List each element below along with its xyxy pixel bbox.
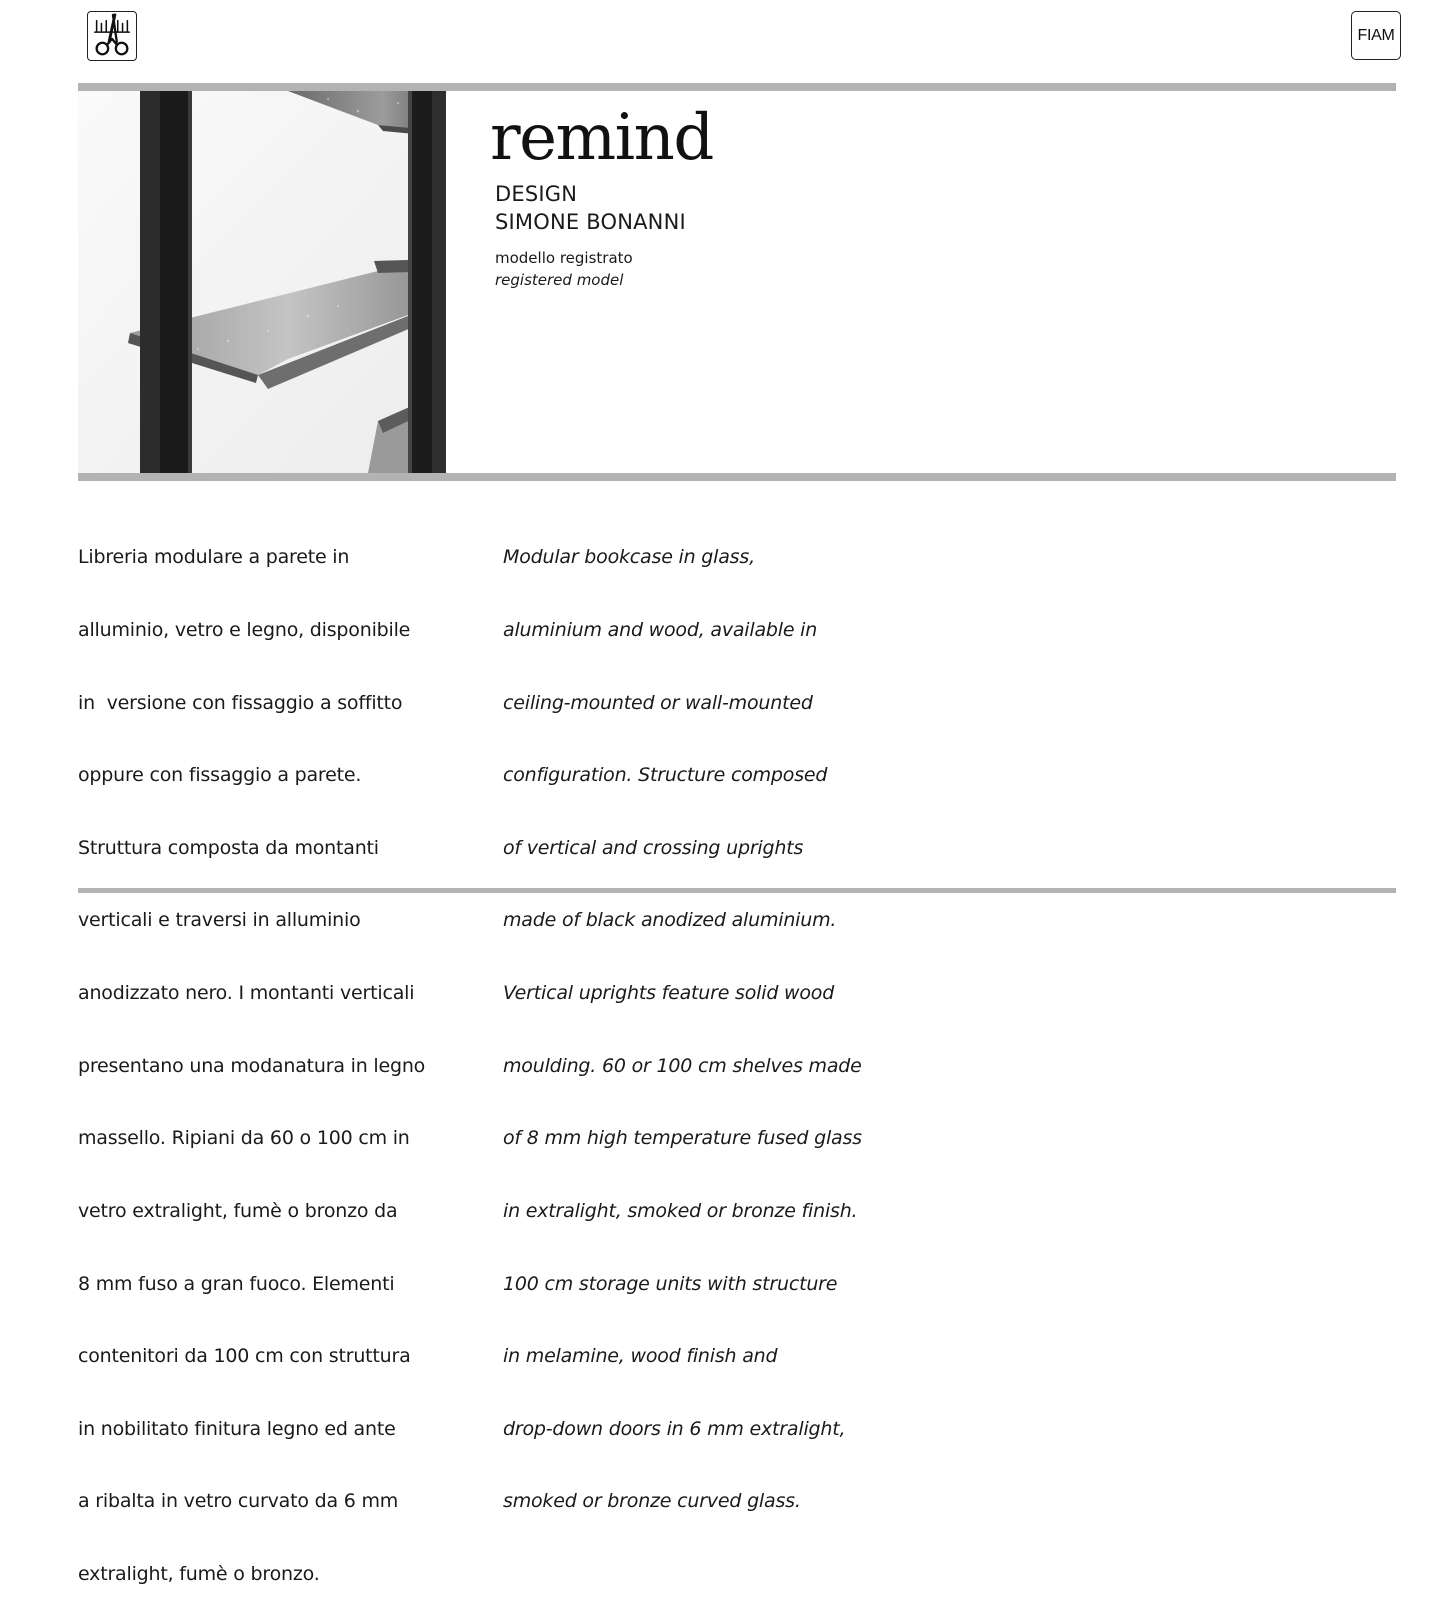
fiam-logo [1351, 11, 1401, 60]
description-line: contenitori da 100 cm con struttura [78, 1345, 411, 1368]
description-line: 100 cm storage units with structure [503, 1272, 838, 1295]
description-line: anodizzato nero. I montanti verticali [78, 982, 415, 1005]
description-line: alluminio, vetro e legno, disponibile [78, 619, 411, 642]
registered-model-it: modello registrato [495, 249, 633, 267]
registered-model-en: registered model [495, 271, 624, 289]
designer-name: SIMONE BONANNI [495, 210, 686, 234]
description-line: massello. Ripiani da 60 o 100 cm in [78, 1127, 410, 1150]
description-line: verticali e traversi in alluminio [78, 909, 361, 932]
description-line: presentano una modanatura in legno [78, 1054, 426, 1077]
registration-note [495, 247, 633, 291]
description-line: Struttura composta da montanti [78, 836, 379, 859]
description-italian [78, 497, 425, 1610]
design-label: DESIGN [495, 182, 578, 206]
scissors-ruler-icon [88, 12, 136, 60]
middle-divider [78, 473, 1396, 481]
description-line: configuration. Structure composed [503, 764, 828, 787]
description-line: a ribalta in vetro curvato da 6 mm [78, 1490, 399, 1513]
brand-logo [87, 11, 137, 61]
description-line: oppure con fissaggio a parete. [78, 764, 362, 787]
description-line: of vertical and crossing uprights [503, 836, 804, 859]
description-line: smoked or bronze curved glass. [503, 1490, 801, 1513]
description-line: Vertical uprights feature solid wood [503, 982, 835, 1005]
description-line: in melamine, wood finish and [503, 1345, 778, 1368]
description-line: in versione con fissaggio a soffitto [78, 691, 403, 714]
description-line: extralight, fumè o bronzo. [78, 1562, 320, 1585]
fiam-logo-text: FIAM [1357, 26, 1395, 44]
product-title: remind [490, 101, 713, 175]
product-photo [78, 91, 446, 473]
description-line: moulding. 60 or 100 cm shelves made [503, 1054, 862, 1077]
description-line: aluminium and wood, available in [503, 619, 818, 642]
description-line: made of black anodized aluminium. [503, 909, 837, 932]
description-line: ceiling-mounted or wall-mounted [503, 691, 813, 714]
glass-shelf-bookcase-photo [78, 91, 446, 473]
description-english [503, 497, 862, 1538]
top-divider [78, 83, 1396, 91]
description-line: Modular bookcase in glass, [503, 546, 755, 569]
description-line: Libreria modulare a parete in [78, 546, 350, 569]
design-credit [495, 180, 686, 236]
description-line: in nobilitato finitura legno ed ante [78, 1417, 396, 1440]
description-line: drop-down doors in 6 mm extralight, [503, 1417, 846, 1440]
description-line: in extralight, smoked or bronze finish. [503, 1199, 858, 1222]
description-line: of 8 mm high temperature fused glass [503, 1127, 862, 1150]
description-line: vetro extralight, fumè o bronzo da [78, 1199, 398, 1222]
description-line: 8 mm fuso a gran fuoco. Elementi [78, 1272, 395, 1295]
